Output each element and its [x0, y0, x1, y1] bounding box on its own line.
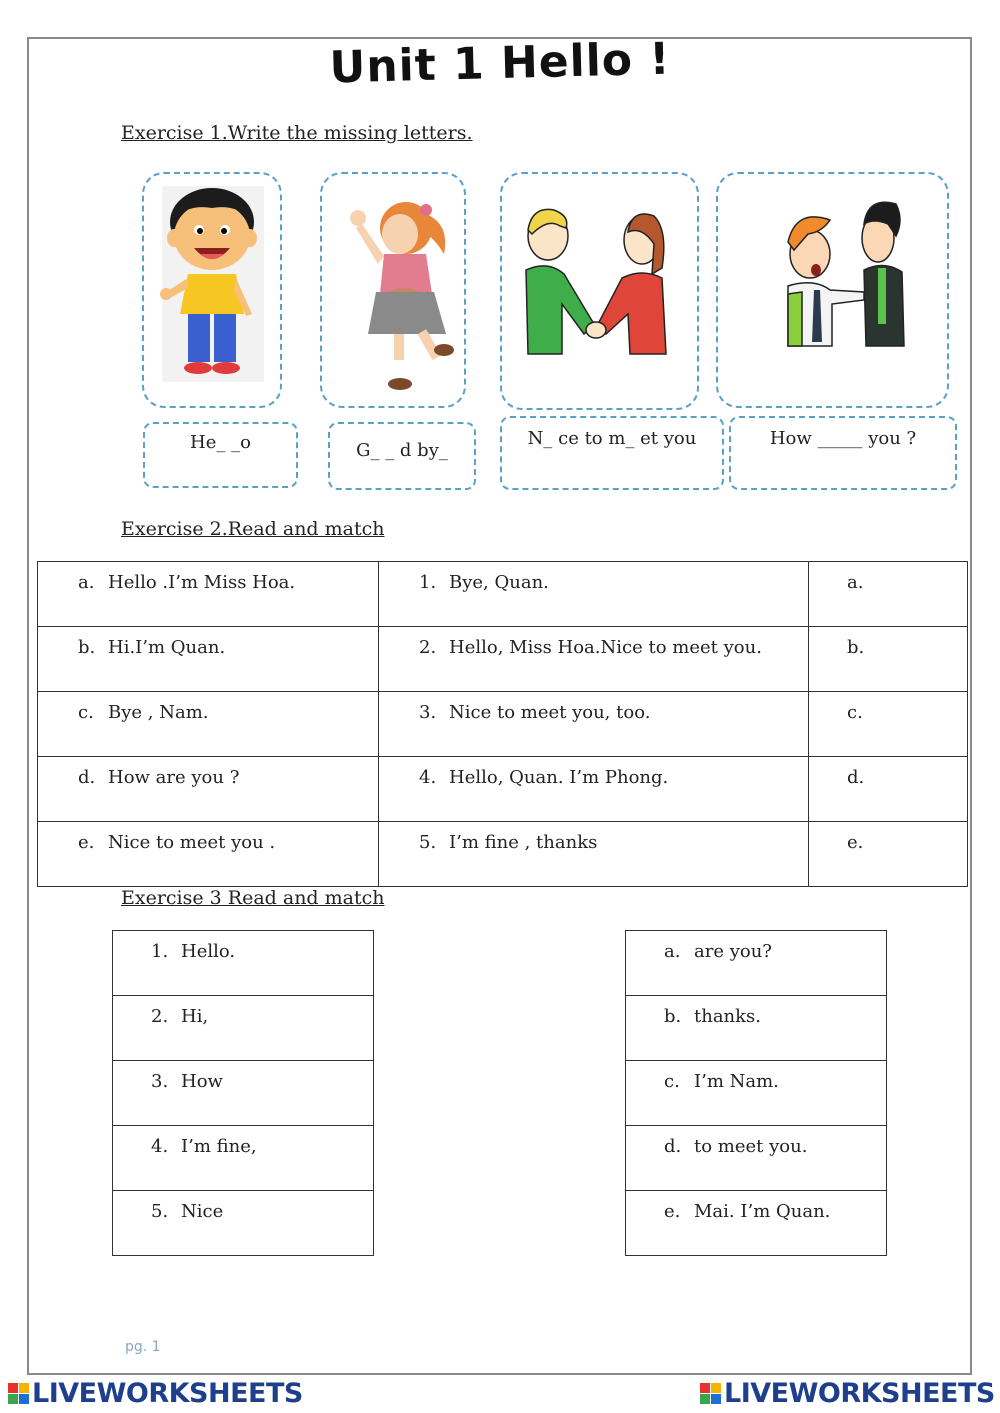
two-men-greeting-icon — [718, 174, 947, 406]
table-row — [113, 1126, 374, 1191]
exercise3-left-table — [112, 930, 374, 1256]
table-row — [113, 1191, 374, 1256]
missing-letters-text-1: He_ _o — [190, 432, 251, 453]
ex2-left-cell: b. Hi.I’m Quan. — [38, 627, 379, 692]
picture-two-men — [716, 172, 949, 408]
exercise3-heading: Exercise 3 Read and match — [121, 887, 385, 909]
brand-logo-left[interactable]: LIVEWORKSHEETS — [8, 1378, 303, 1409]
table-row — [38, 757, 968, 822]
table-row — [38, 562, 968, 627]
table-row — [113, 1061, 374, 1126]
liveworksheets-logo-icon — [700, 1383, 722, 1405]
exercise1-heading: Exercise 1.Write the missing letters. — [121, 122, 473, 144]
ex3-right-cell[interactable]: b. thanks. — [626, 996, 887, 1061]
picture-girl-waving — [320, 172, 466, 408]
ex3-right-cell[interactable]: e. Mai. I’m Quan. — [626, 1191, 887, 1256]
ex3-left-cell[interactable]: 4. I’m fine, — [113, 1126, 374, 1191]
ex2-mid-cell: 4. Hello, Quan. I’m Phong. — [379, 757, 809, 822]
table-row — [113, 931, 374, 996]
exercise2-table — [37, 561, 968, 887]
ex2-mid-cell: 3. Nice to meet you, too. — [379, 692, 809, 757]
ex2-left-cell: c. Bye , Nam. — [38, 692, 379, 757]
missing-letters-text-4: How _____ you ? — [769, 428, 917, 449]
ex2-answer-cell[interactable]: d. — [809, 757, 968, 822]
ex2-answer-cell[interactable]: b. — [809, 627, 968, 692]
missing-letters-box-4[interactable] — [729, 416, 957, 490]
ex3-left-cell[interactable]: 1. Hello. — [113, 931, 374, 996]
ex3-right-cell[interactable]: c. I’m Nam. — [626, 1061, 887, 1126]
handshake-icon — [502, 174, 697, 408]
ex3-right-cell[interactable]: d. to meet you. — [626, 1126, 887, 1191]
ex3-left-cell[interactable]: 2. Hi, — [113, 996, 374, 1061]
liveworksheets-logo-icon — [8, 1383, 30, 1405]
ex2-left-cell: d. How are you ? — [38, 757, 379, 822]
ex2-mid-cell: 2. Hello, Miss Hoa.Nice to meet you. — [379, 627, 809, 692]
ex2-answer-cell[interactable]: c. — [809, 692, 968, 757]
table-row — [626, 996, 887, 1061]
ex2-answer-cell[interactable]: e. — [809, 822, 968, 887]
table-row — [38, 692, 968, 757]
picture-boy-waving — [142, 172, 282, 408]
table-row — [626, 1191, 887, 1256]
table-row — [626, 931, 887, 996]
table-row — [626, 1126, 887, 1191]
exercise2-heading: Exercise 2.Read and match — [121, 518, 385, 540]
ex3-right-cell[interactable]: a. are you? — [626, 931, 887, 996]
missing-letters-box-3[interactable] — [500, 416, 724, 490]
ex2-left-cell: e. Nice to meet you . — [38, 822, 379, 887]
ex2-mid-cell: 5. I’m fine , thanks — [379, 822, 809, 887]
ex2-left-cell: a. Hello .I’m Miss Hoa. — [38, 562, 379, 627]
missing-letters-box-1[interactable] — [143, 422, 298, 488]
boy-waving-icon — [144, 174, 280, 406]
ex3-left-cell[interactable]: 5. Nice — [113, 1191, 374, 1256]
ex3-left-cell[interactable]: 3. How — [113, 1061, 374, 1126]
ex2-mid-cell: 1. Bye, Quan. — [379, 562, 809, 627]
table-row — [113, 996, 374, 1061]
page-title: Unit 1 Hello ! — [328, 33, 672, 94]
ex2-answer-cell[interactable]: a. — [809, 562, 968, 627]
brand-logo-right[interactable]: LIVEWORKSHEETS — [700, 1378, 995, 1409]
table-row — [38, 627, 968, 692]
page-number: pg. 1 — [125, 1339, 161, 1355]
missing-letters-box-2[interactable] — [328, 422, 476, 490]
exercise3-right-table — [625, 930, 887, 1256]
picture-handshake — [500, 172, 699, 410]
missing-letters-text-2: G_ _ d by_ — [356, 440, 448, 461]
table-row — [38, 822, 968, 887]
girl-waving-icon — [322, 174, 464, 406]
missing-letters-text-3: N_ ce to m_ et you — [527, 428, 697, 449]
table-row — [626, 1061, 887, 1126]
